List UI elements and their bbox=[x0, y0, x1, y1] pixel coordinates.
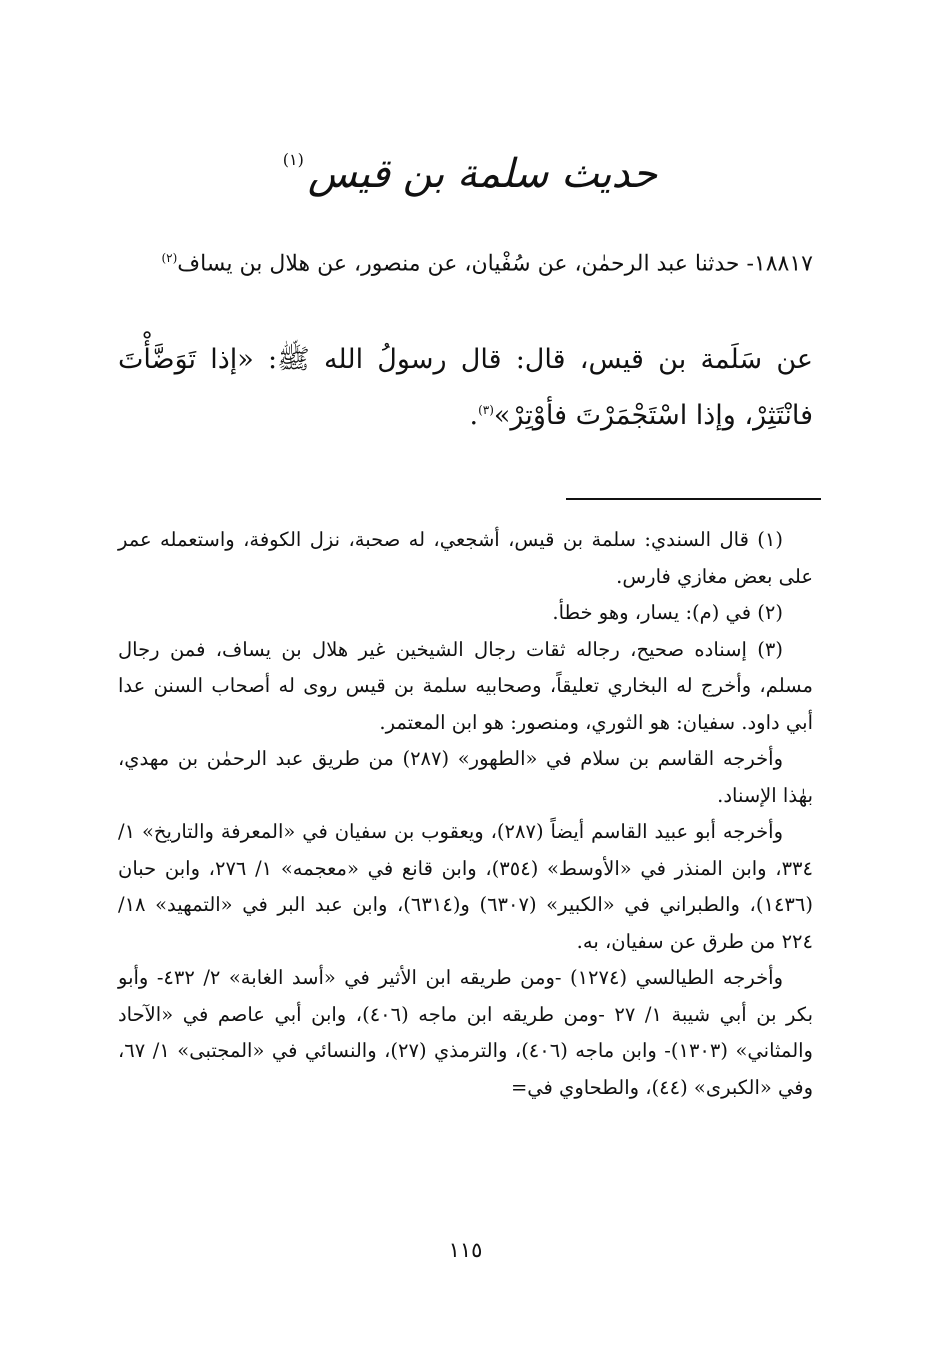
isnad-footnote-marker: (٢) bbox=[161, 251, 178, 265]
footnote-3-paragraph-2: وأخرجه القاسم بن سلام في «الطهور» (٢٨٧) من طريق عبد الرحمٰن بن مهدي، بهٰذا الإسناد. bbox=[118, 747, 813, 807]
page-title bbox=[260, 150, 680, 198]
hadith-text bbox=[118, 335, 813, 441]
matn-text: عن سَلَمة بن قيس، قال: قال رسولُ الله ﷺ: «إذا تَوَضَّأْتَ فانْتَثِرْ، وإذا اسْتَجْمَرْتَ فأوْتِرْ» bbox=[118, 344, 813, 431]
hadith-chain bbox=[118, 238, 813, 284]
title-footnote-marker: (١) bbox=[282, 150, 304, 169]
matn-end: . bbox=[469, 400, 479, 431]
footnote-2: (٢) في (م): يسار، وهو خطأ. bbox=[552, 601, 783, 624]
footnote-1: (١) قال السندي: سلمة بن قيس، أشجعي، له صحبة، نزل الكوفة، واستعمله عمر على بعض مغازي فارس. bbox=[118, 528, 813, 588]
footnote-3-paragraph-3: وأخرجه أبو عبيد القاسم أيضاً (٢٨٧)، ويعقوب بن سفيان في «المعرفة والتاريخ» ١/ ٣٣٤، وابن المنذر في «الأوسط» (٣٥٤)، وابن قانع في «معجمه» ١/ ٢٧٦، وابن حبان (١٤٣٦)، والطبراني في «الكبير» (٦٣٠٧) و(٦٣١٤)، وابن عبد البر في «التمهيد» ١٨/ ٢٢٤ من طرق عن سفيان، به. bbox=[118, 820, 813, 953]
title-text: حديث سلمة بن قيس bbox=[307, 151, 658, 197]
isnad-text: ١٨٨١٧- حدثنا عبد الرحمٰن، عن سُفْيان، عن منصور، عن هلال بن يساف bbox=[177, 251, 813, 277]
matn-footnote-marker: (٣) bbox=[478, 403, 494, 417]
footnote-3-paragraph-4: وأخرجه الطيالسي (١٢٧٤) -ومن طريقه ابن الأثير في «أسد الغابة» ٢/ ٤٣٢- وأبو بكر بن أبي شيبة ١/ ٢٧ -ومن طريقه ابن ماجه (٤٠٦)، وابن أبي عاصم في «الآحاد والمثاني» (١٣٠٣)- وابن ماجه (٤٠٦)، والترمذي (٢٧)، والنسائي في «المجتبى» ١/ ٦٧، وفي «الكبرى» (٤٤)، والطحاوي في= bbox=[118, 966, 813, 1099]
footnote-3: (٣) إسناده صحيح، رجاله ثقات رجال الشيخين غير هلال بن يساف، فمن رجال مسلم، وأخرج له البخاري تعليقاً، وصحابيه سلمة بن قيس روى له أصحاب السنن عدا أبي داود. سفيان: هو الثوري، ومنصور: هو ابن المعتمر. bbox=[118, 637, 813, 734]
page-number: ١١٥ bbox=[448, 1238, 483, 1262]
footnotes bbox=[118, 522, 813, 1106]
footnote-divider bbox=[566, 498, 821, 500]
